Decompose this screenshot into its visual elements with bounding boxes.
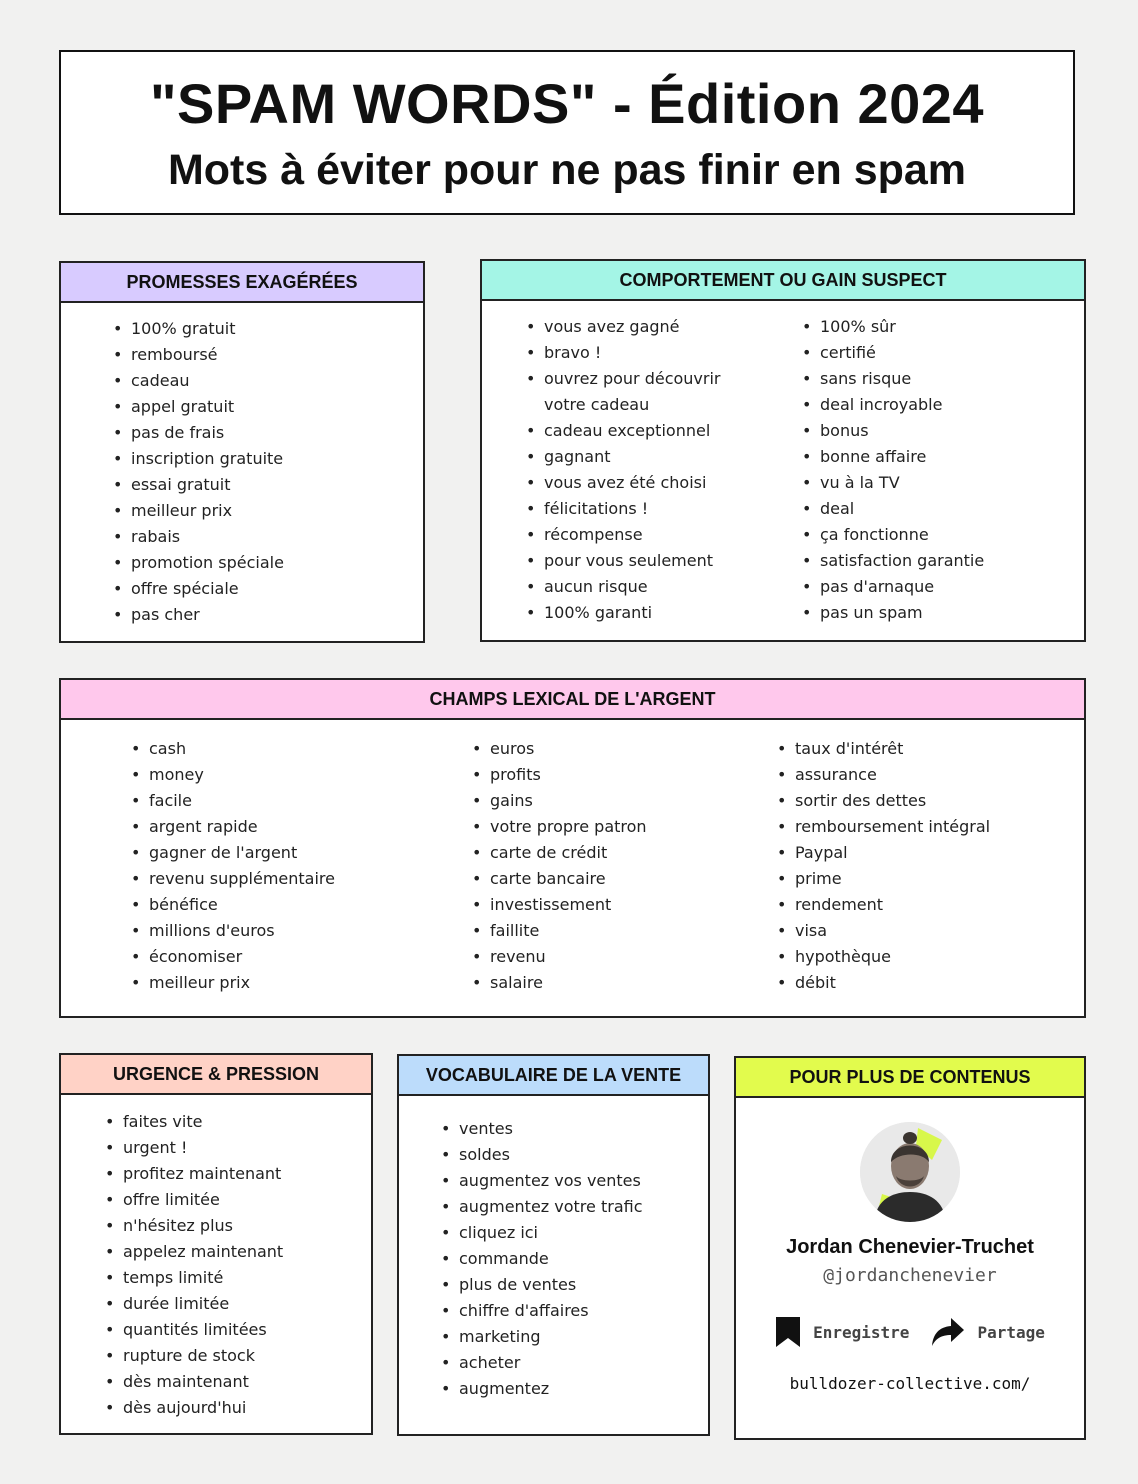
card-promesses [59,261,425,643]
list-item: • quantités limitées [105,1317,371,1343]
list-item: • n'hésitez plus [105,1213,371,1239]
list-item: • faites vite [105,1109,371,1135]
list-item: • sans risque [802,366,984,392]
list-item: • pas de frais [113,420,423,446]
list-item: • hypothèque [777,944,990,970]
save-label: Enregistre [813,1322,910,1342]
header-box [59,50,1075,215]
card-argent-title: CHAMPS LEXICAL DE L'ARGENT [429,688,716,709]
list-item: • visa [777,918,990,944]
list-item: • taux d'intérêt [777,736,990,762]
list-item: • pour vous seulement [526,548,758,574]
list-item: • votre propre patron [472,814,777,840]
list-item: • gains [472,788,777,814]
page-title: "SPAM WORDS" - Édition 2024 [149,72,985,135]
list-item: • cadeau exceptionnel [526,418,758,444]
list-item: • débit [777,970,990,996]
list-item: • commande [441,1246,708,1272]
card-contenus-title: POUR PLUS DE CONTENUS [789,1066,1031,1087]
card-argent [59,678,1086,1018]
list-item: • pas cher [113,602,423,628]
list-promesses [61,303,423,628]
list-item: • essai gratuit [113,472,423,498]
list-item: • facile [131,788,472,814]
card-contenus-header [736,1058,1084,1098]
list-item: • vous avez été choisi [526,470,758,496]
list-item: • deal incroyable [802,392,984,418]
card-promesses-title: PROMESSES EXAGÉRÉES [126,271,358,292]
list-item: • meilleur prix [113,498,423,524]
list-item: • promotion spéciale [113,550,423,576]
list-item: • 100% sûr [802,314,984,340]
list-item: • millions d'euros [131,918,472,944]
list-item: • meilleur prix [131,970,472,996]
avatar-portrait [860,1122,960,1222]
card-comportement-header [482,261,1084,301]
list-item: • revenu supplémentaire [131,866,472,892]
list-vente [399,1096,708,1402]
list-argent-col2 [472,736,777,996]
list-item: • augmentez vos ventes [441,1168,708,1194]
list-item: • temps limité [105,1265,371,1291]
list-item: • carte de crédit [472,840,777,866]
list-item: • ventes [441,1116,708,1142]
list-item: • argent rapide [131,814,472,840]
list-item: • prime [777,866,990,892]
list-item: • pas un spam [802,600,984,626]
list-item: • bénéfice [131,892,472,918]
page-subtitle: Mots à éviter pour ne pas finir en spam [167,146,967,194]
list-item: • ça fonctionne [802,522,984,548]
list-argent-col1 [131,736,472,996]
list-item: • félicitations ! [526,496,758,522]
list-item: • gagnant [526,444,758,470]
list-item: • assurance [777,762,990,788]
list-item: • profitez maintenant [105,1161,371,1187]
card-vente [397,1054,710,1436]
share-label: Partage [977,1322,1045,1342]
list-item: • investissement [472,892,777,918]
share-arrow-icon [931,1317,965,1347]
card-vente-header [399,1056,708,1096]
list-item: • salaire [472,970,777,996]
list-item: • money [131,762,472,788]
list-item: • 100% gratuit [113,316,423,342]
list-item: • vous avez gagné [526,314,758,340]
list-item: • revenu [472,944,777,970]
share-button[interactable] [931,1317,1044,1347]
list-item: • profits [472,762,777,788]
list-item: • faillite [472,918,777,944]
list-item: • bravo ! [526,340,758,366]
list-item: • satisfaction garantie [802,548,984,574]
list-item: • rupture de stock [105,1343,371,1369]
list-item: • augmentez votre trafic [441,1194,708,1220]
list-comportement-col1 [526,314,758,626]
list-item: • carte bancaire [472,866,777,892]
card-argent-header [61,680,1084,720]
list-item: • plus de ventes [441,1272,708,1298]
list-item: • deal [802,496,984,522]
list-item: • soldes [441,1142,708,1168]
avatar [860,1122,960,1222]
list-item: • dès aujourd'hui [105,1395,371,1421]
list-urgence [61,1095,371,1421]
list-item: • offre spéciale [113,576,423,602]
list-item: • inscription gratuite [113,446,423,472]
website-link[interactable]: bulldozer-collective.com/ [789,1374,1031,1393]
list-item: • vu à la TV [802,470,984,496]
list-item: • bonne affaire [802,444,984,470]
list-item: • cadeau [113,368,423,394]
list-item: • dès maintenant [105,1369,371,1395]
list-item: • sortir des dettes [777,788,990,814]
card-vente-title: VOCABULAIRE DE LA VENTE [425,1064,682,1085]
profile-handle: @jordanchenevier [823,1265,997,1286]
list-comportement-col2 [802,314,984,626]
list-item: • rabais [113,524,423,550]
list-item: • gagner de l'argent [131,840,472,866]
list-item: • offre limitée [105,1187,371,1213]
list-argent-col3 [777,736,990,996]
save-button[interactable] [775,1316,909,1348]
list-item: • 100% garanti [526,600,758,626]
card-promesses-header [61,263,423,303]
list-item: • euros [472,736,777,762]
card-urgence [59,1053,373,1435]
list-item: • cash [131,736,472,762]
list-item: • acheter [441,1350,708,1376]
card-urgence-title: URGENCE & PRESSION [112,1063,320,1084]
list-item: • récompense [526,522,758,548]
card-contenus [734,1056,1086,1440]
list-item: • chiffre d'affaires [441,1298,708,1324]
list-item: • augmentez [441,1376,708,1402]
list-item: • marketing [441,1324,708,1350]
list-item: • rendement [777,892,990,918]
list-item: • appel gratuit [113,394,423,420]
list-item: • bonus [802,418,984,444]
profile-name: Jordan Chenevier-Truchet [786,1236,1034,1258]
list-item: • appelez maintenant [105,1239,371,1265]
bookmark-icon [775,1316,801,1348]
list-item: • urgent ! [105,1135,371,1161]
list-item: • pas d'arnaque [802,574,984,600]
card-comportement [480,259,1086,642]
list-item: • certifié [802,340,984,366]
list-item: • cliquez ici [441,1220,708,1246]
list-item: • Paypal [777,840,990,866]
card-comportement-title: COMPORTEMENT OU GAIN SUSPECT [619,269,947,290]
list-item: • durée limitée [105,1291,371,1317]
list-item: • aucun risque [526,574,758,600]
list-item: • remboursé [113,342,423,368]
list-item: • ouvrez pour découvrir votre cadeau [526,366,758,418]
list-item: • économiser [131,944,472,970]
list-item: • remboursement intégral [777,814,990,840]
card-urgence-header [61,1055,371,1095]
